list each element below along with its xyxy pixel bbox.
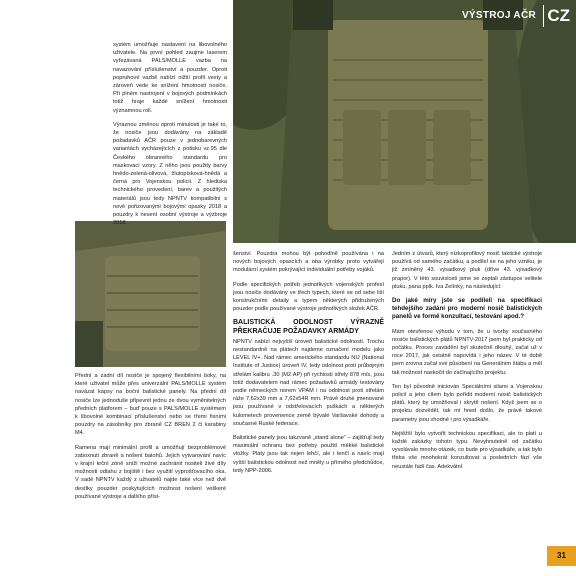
paragraph: Přední a zadní díl nosiče je spojený flexibilními boky, na které uživatel může přes univerzální PALS/MOLLE systém navázat kapsy na boční balistické panely. Na přední díl nosiče lze jednoduše připevnit jednu ze dvou vyměnitelných předních platforem – buď pouze s PALS/MOLLE systémem k libovolné kombinaci příslušenství nebo se třemi fixními pouzdry na zásobníky pro zbraně CZ BREN 2 či karabiny M4. [75,373,226,437]
paragraph: Výraznou změnou oproti minulosti je také to, že nosiče jsou dodávány na základě požadavků AČR pouze v jednobarevných variantách vycházejících z potisku vz.95 dle Českého obranného standardu pro maskovací vzory. Z něho jsou použity barvy hnědo-zelená-olivová, žlutopísková-hnědá a černá pro Vojenskou policii. Z hlediska technického provedení, barev a použitých materiálů jsou tedy NPNTV kompatibilní s nově pořizovanými bojovými opasky 2018 a pouzdry k nesení osobní výstroje a výzbroje 2018. [113,121,227,227]
interview-question: Do jaké míry jste se podíleli na specifikaci tehdejšího zadání pro moderní nosič balistických panelů ve formě konzultací, testování apod.? [392,297,542,321]
column-2 [233,250,384,481]
page-number: 31 [547,546,576,566]
paragraph: systém umožňuje nastavení na libovolného uživatele. Na první pohled zaujme laserem vyřezávaná PALS/MOLLE vazba na navazování příslušenství a pouzder. Oproti popruhové vazbě nabízí nižší profil vesty a zároveň vede ke snížení hmotnosti nosiče. Při plném nastrojení v bojových podmínkách totiž hraje každé snížení hmotnosti významnou roli. [113,42,227,114]
paragraph: Balistické panely jsou takzvaně „stand alone“ – zajišťují tedy maximální ochranu bez potřeby použití měkké balistické vložky. Pláty jsou tak nejen lehčí, ale i tenčí a navíc mají vyšší balistickou odolnost než mněly u přímého předchůdce, tedy NPP-2006. [233,435,384,474]
paragraph: Nejtěžší bylo vytvořit technickou specifikaci, ale to platí u každé zakázky tohoto typu. Nevyhnutelně od začátku vyvolávalo mnoho otázek, co bude pro výsadkáře, a tak bylo třeba vše mnohokrát konzultovat a posledních fází vše neustále řadí čas. Adekvátní [392,430,542,470]
column-3 [392,250,542,477]
side-panel-photo [75,221,226,367]
paragraph: Ramena mají minimální profil a umožňují bezproblémové zaboxnutí zbraně a nošení batohů. Jejich vytvarování navíc v krajní krční zóně sníží možné zachránit nositeli živé díly možnosti odtahu z bojiště i bez využití vyprošťovacího oka. V sadě NPNTV každý z uživatelů najde také více než dvě desítky pouzder poskytujících možnost nošení veškeré používané výstroje a dalšího přísl- [75,444,226,500]
side-panel-illustration [75,221,226,367]
soldier-vest-illustration [233,0,576,243]
paragraph: Jedním z útvarů, který nízkoprofilový nosič taktické výstroje používá od samého začátku, a podílel se na jeho vzniku, je již zmíněný 43. výsadkový pluk (dříve 43. výsadkový prapor). V této souvislosti jsme se zeptali zástupce velitele pluku, pana pplk. Iva Zelínky, na následující: [392,251,542,290]
section-title: VÝSTROJ AČR [461,10,536,21]
section-header [400,4,576,28]
column-1-bottom [75,372,226,507]
country-code: CZ [543,5,570,27]
column-1-top [113,41,227,233]
paragraph: Ten byl původně iniciován Speciálními silami a Vojenskou policií a jeho cílem bylo pořídit moderní nosič balistických plátů, který by umožňoval i skrytě nošení. Když jsem se o projektu dozvěděl, tak mi hned došlo, že právě takové parametry jsou vhodné i pro výsadkáře. [392,383,542,423]
paragraph: šenství. Pouzdra mohou být pohodlně používána i na nových bojových opascích a oba výrobky proto vytvářejí modulární systém pokrývající individuální potřeby vojáků. [233,251,384,274]
paragraph: Mám otevřenou výhodu v tom, že u tvorby současného nosiče balistických plátů NPNTV-2017 jsem byl prakticky od počátku. Proces zavádění byl skutečně dlouhý, začal už v roce 2017, jak ostatně napovídá i jeho název. V té době jsem zrovna začal své působení na Generálním štábu a měl tak možnost naskočit do začínajícího projektu. [392,328,542,376]
section-heading: BALISTICKÁ ODOLNOST VÝRAZNĚ PŘEKRAČUJE POŽADAVKY ARMÁDY [233,319,384,335]
paragraph: Podle specifických potřeb jednotlivých vojenských profesí jsou nosiče dodávány ve třech typech, které se od sebe liší konstrukčními detaily a typem některých přidružených pouzder podle používané výstroje jednotlivých složek AČR. [233,281,384,313]
paragraph: NPNTV nabízí nejvyšší úroveň balistické odolnosti. Trochu nestandardně na plátech najdeme označení modelu jako LEVEL IV+. Nad rámec amerického standardu NIJ (National Institute of Justice) úroveň IV, tedy odolnost proti průbojným střelám kalibru .30 (M2 AP) při rychlosti střely 878 m/s, jsou totiž dodavatelem nad rámec požadavků armády testovány podle německých norem VPAM i na odolnost proti střelám ráže 7,62x39 mm a 7,62x54R mm. Právě druhé jmenované jsou používané v odstřelovacích puškách a některých kulometech provenience země bývalé Varšavské dohody a současné Ruské federace. [233,338,384,427]
soldier-vest-photo [233,0,576,243]
